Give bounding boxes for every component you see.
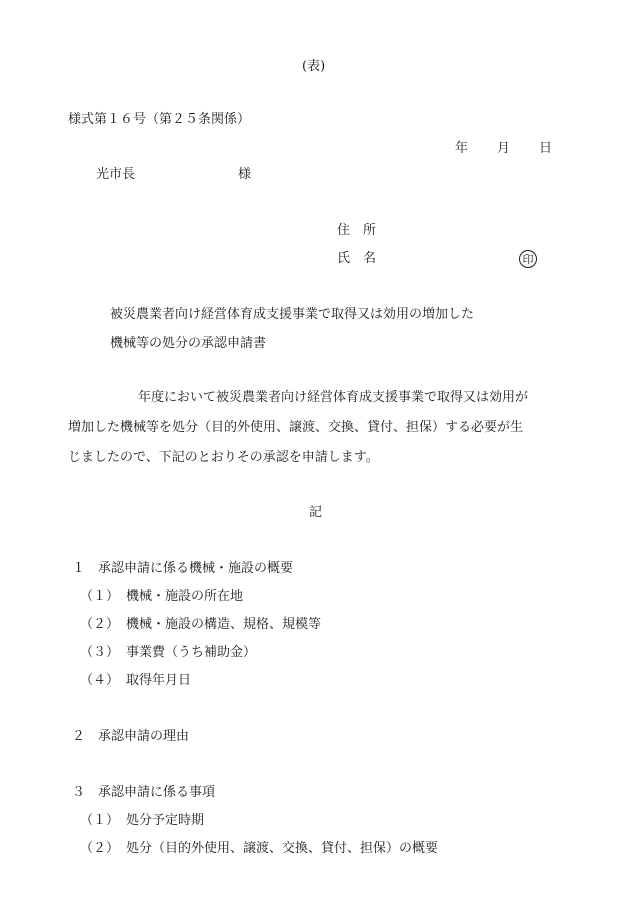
- section1-number: １: [72, 561, 86, 576]
- section3-label: 承認申請に係る事項: [98, 785, 216, 800]
- section3-item2-number: （２）: [80, 841, 120, 856]
- ki-heading: 記: [309, 505, 323, 520]
- section1-item1-label: 機械・施設の所在地: [126, 589, 244, 604]
- section3-item1-number: （１）: [80, 813, 120, 828]
- addressee-honorific: 様: [238, 167, 252, 182]
- section3-number: ３: [72, 785, 86, 800]
- section1-item3-number: （３）: [80, 645, 120, 660]
- date-month-label: 月: [497, 141, 511, 156]
- page-side-label: (表): [302, 59, 326, 74]
- section1-item3-label: 事業費（うち補助金）: [126, 645, 257, 660]
- date-year-label: 年: [455, 141, 469, 156]
- name-label: 氏 名: [337, 251, 377, 266]
- section1-item1-number: （１）: [80, 589, 120, 604]
- body-line3: じましたので、下記のとおりその承認を申請します。: [68, 450, 379, 465]
- document-title-line1: 被災農業者向け経営体育成支援事業で取得又は効用の増加した: [110, 307, 475, 322]
- section3-item2-label: 処分（目的外使用、譲渡、交換、貸付、担保）の概要: [126, 841, 439, 856]
- section1-item2-label: 機械・施設の構造、規格、規模等: [126, 617, 322, 632]
- document-title-line2: 機械等の処分の承認申請書: [110, 336, 267, 351]
- date-day-label: 日: [539, 141, 553, 156]
- section1-item4-number: （４）: [80, 673, 120, 688]
- section2-label: 承認申請の理由: [98, 729, 190, 744]
- section2-number: ２: [72, 729, 86, 744]
- section3-item1-label: 処分予定時期: [126, 813, 205, 828]
- address-label: 住 所: [337, 223, 377, 238]
- seal-glyph: 印: [522, 252, 534, 266]
- section1-label: 承認申請に係る機械・施設の概要: [98, 561, 294, 576]
- body-line2: 増加した機械等を処分（目的外使用、譲渡、交換、貸付、担保）する必要が生: [68, 420, 524, 435]
- section1-item4-label: 取得年月日: [126, 673, 192, 688]
- addressee-city: 光市長: [96, 167, 136, 182]
- seal-icon: [519, 250, 537, 268]
- body-line1: 年度において被災農業者向け経営体育成支援事業で取得又は効用が: [138, 390, 529, 405]
- section1-item2-number: （２）: [80, 617, 120, 632]
- form-number: 様式第１６号（第２５条関係）: [68, 112, 251, 127]
